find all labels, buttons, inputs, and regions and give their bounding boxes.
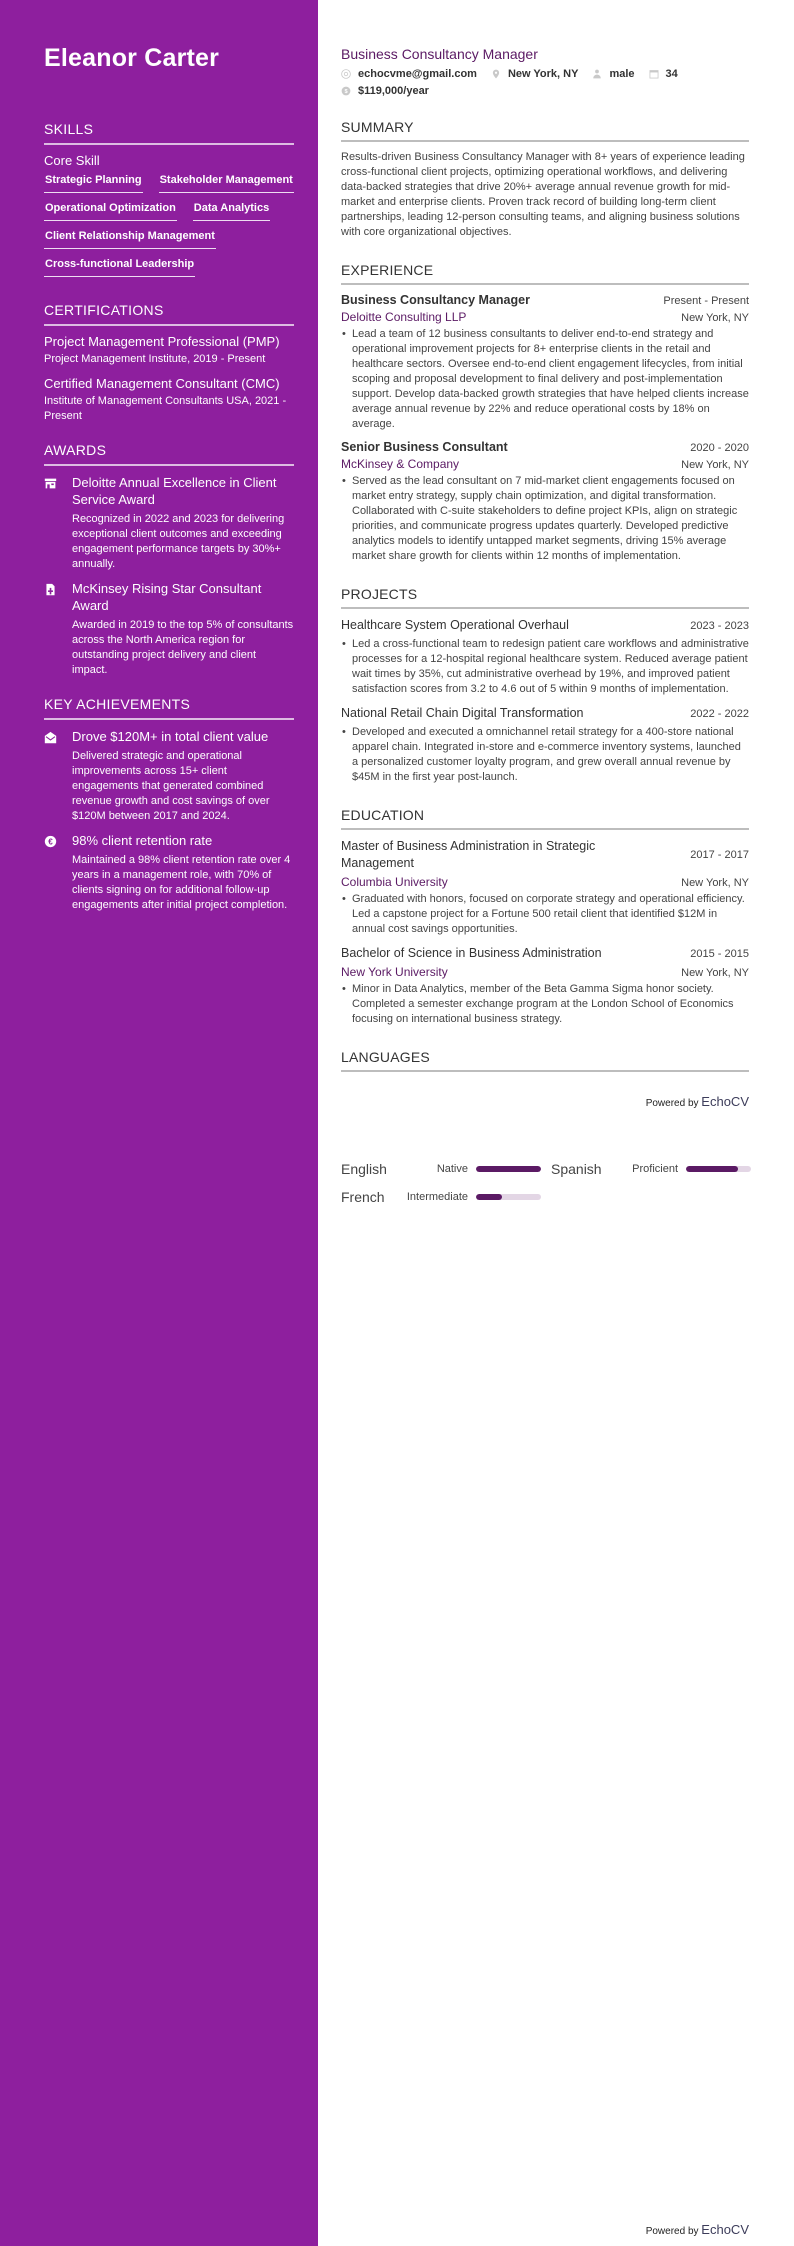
project-bullet: • Developed and executed a omnichannel retail strategy for a 400-store national apparel chain. Integrated in-store and e-commerce inventory systems, launched a personalized customer loyalty program, and grew overall annual revenue by $45M in the first year post-launch. [341, 725, 749, 785]
project-item [341, 705, 749, 785]
achievement-title: 98% client retention rate [72, 833, 213, 848]
projects-section [341, 586, 749, 785]
award-description: Recognized in 2022 and 2023 for delivering exceptional client outcomes and exceeding engagement performance targets by 30%+ annually. [72, 513, 285, 570]
experience-location: New York, NY [681, 459, 749, 471]
skills-heading: SKILLS [44, 121, 294, 145]
contact-gender: male [592, 68, 634, 80]
language-name: English [341, 1161, 387, 1177]
summary-text: Results-driven Business Consultancy Manager with 8+ years of experience leading cross-functional client projects, optimizing operational workflows, and delivering data-backed strategies that drive 20%+ average annual revenue growth for mid-market and enterprise clients. Proven track record of building long-term client partnerships, leading 12-person consulting teams, and aligning business solutions with core organizational objectives. [341, 151, 745, 238]
languages-list [341, 1161, 749, 1205]
language-proficiency-bar [476, 1166, 541, 1172]
certification-issuer: Project Management Institute, 2019 - Present [44, 353, 266, 365]
language-proficiency-bar [686, 1166, 751, 1172]
experience-date: Present - Present [663, 295, 749, 307]
certifications-section [44, 302, 294, 424]
project-item [341, 617, 749, 697]
awards-section [44, 442, 294, 678]
education-degree: Master of Business Administration in Strategic Management [341, 839, 596, 870]
education-heading: EDUCATION [341, 807, 749, 830]
education-item [341, 838, 749, 937]
experience-section [341, 262, 749, 564]
experience-title: Senior Business Consultant [341, 440, 508, 454]
summary-heading: SUMMARY [341, 119, 749, 142]
education-school: Columbia University [341, 875, 448, 889]
achievement-item [44, 832, 294, 913]
language-level: Native [436, 1163, 468, 1175]
echocv-brand: EchoCV [701, 2222, 749, 2237]
euro-coin-icon [44, 832, 72, 913]
project-title: National Retail Chain Digital Transformation [341, 706, 584, 720]
certifications-heading: CERTIFICATIONS [44, 302, 294, 326]
experience-item [341, 440, 749, 564]
award-description: Awarded in 2019 to the top 5% of consultants across the North America region for outstanding project delivery and client impact. [72, 619, 294, 676]
certification-issuer: Institute of Management Consultants USA, 2021 - Present [44, 395, 287, 422]
person-icon [592, 69, 602, 79]
core-skill-label: Core Skill [44, 153, 100, 168]
language-name: Spanish [551, 1161, 602, 1177]
experience-heading: EXPERIENCE [341, 262, 749, 285]
experience-date: 2020 - 2020 [690, 442, 749, 454]
achievement-title: Drove $120M+ in total client value [72, 729, 269, 744]
education-section [341, 807, 749, 1027]
svg-text:$: $ [344, 89, 348, 96]
experience-title: Business Consultancy Manager [341, 293, 530, 307]
document-icon [44, 580, 72, 678]
project-title: Healthcare System Operational Overhaul [341, 618, 569, 632]
contact-info [341, 68, 749, 97]
project-date: 2023 - 2023 [690, 620, 749, 632]
contact-age: 34 [649, 68, 678, 80]
calendar-icon [649, 69, 659, 79]
certification-item [44, 334, 294, 367]
languages-section [341, 1049, 749, 1205]
job-title: Business Consultancy Manager [341, 46, 538, 62]
education-location: New York, NY [681, 967, 749, 979]
education-bullet: • Graduated with honors, focused on corporate strategy and operational efficiency. Led a capstone project for a Fortune 500 retail client that identified $12M in annual cost savings opportunities. [341, 892, 749, 937]
skill-chip: Client Relationship Management [44, 228, 216, 249]
certification-title: Certified Management Consultant (CMC) [44, 376, 280, 391]
language-item [341, 1161, 541, 1177]
envelope-open-icon [44, 728, 72, 824]
powered-by-page-2: Powered by EchoCV [645, 2222, 749, 2237]
main-content [341, 46, 749, 1205]
language-level: Intermediate [406, 1191, 468, 1203]
achievement-item [44, 728, 294, 824]
language-level: Proficient [632, 1163, 678, 1175]
achievement-description: Delivered strategic and operational improvements across 15+ client engagements that generated combined revenue growth and cost savings of over $120M between 2017 and 2024. [72, 750, 270, 822]
certification-title: Project Management Professional (PMP) [44, 334, 280, 349]
experience-company: McKinsey & Company [341, 457, 460, 471]
skills-list [44, 172, 294, 284]
skill-chip: Stakeholder Management [159, 172, 294, 193]
skill-chip: Operational Optimization [44, 200, 177, 221]
location-pin-icon [491, 69, 501, 79]
candidate-name: Eleanor Carter [44, 44, 220, 72]
sidebar [0, 0, 318, 2246]
languages-heading: LANGUAGES [341, 1049, 749, 1072]
education-date: 2017 - 2017 [690, 849, 749, 861]
experience-location: New York, NY [681, 312, 749, 324]
award-item [44, 580, 294, 678]
certification-item [44, 376, 294, 424]
award-item [44, 474, 294, 572]
achievements-section [44, 696, 294, 913]
language-item [341, 1189, 541, 1205]
experience-company: Deloitte Consulting LLP [341, 310, 467, 324]
education-date: 2015 - 2015 [690, 948, 749, 960]
language-name: French [341, 1189, 385, 1205]
skill-chip: Data Analytics [193, 200, 270, 221]
achievement-description: Maintained a 98% client retention rate over 4 years in a management role, with 70% of clients signing on for additional follow-up engagements after initial project completion. [72, 854, 291, 911]
awards-heading: AWARDS [44, 442, 294, 466]
at-icon [341, 69, 351, 79]
award-title: McKinsey Rising Star Consultant Award [72, 581, 262, 613]
language-proficiency-bar [476, 1194, 541, 1200]
achievements-heading: KEY ACHIEVEMENTS [44, 696, 294, 720]
summary-section [341, 119, 749, 240]
echocv-brand: EchoCV [701, 1094, 749, 1109]
projects-heading: PROJECTS [341, 586, 749, 609]
project-bullet: • Led a cross-functional team to redesign patient care workflows and administrative processes for a 12-hospital regional healthcare system. Reduced average patient wait times by 35%, cut administrative overhead by 19%, and improved patient satisfaction scores from 3.2 to 4.6 out of 5 within 9 months of implementation. [341, 637, 749, 697]
experience-item [341, 293, 749, 432]
skills-section [44, 121, 294, 284]
language-item [551, 1161, 751, 1177]
skill-chip: Cross-functional Leadership [44, 256, 195, 277]
svg-text:€: € [48, 837, 53, 847]
money-icon [341, 86, 351, 96]
award-title: Deloitte Annual Excellence in Client Service Award [72, 475, 277, 507]
store-icon [44, 474, 72, 572]
contact-email: echocvme@gmail.com [341, 68, 477, 80]
education-item [341, 945, 749, 1027]
powered-by-page-1: Powered by EchoCV [645, 1094, 749, 1109]
education-degree: Bachelor of Science in Business Administration [341, 946, 602, 960]
education-bullet: • Minor in Data Analytics, member of the Beta Gamma Sigma honor society. Completed a semester exchange program at the London School of Economics focusing on international business strategy. [341, 982, 749, 1027]
experience-bullet: • Served as the lead consultant on 7 mid-market client engagements focused on market entry strategy, supply chain optimization, and digital transformation. Collaborated with C-suite stakeholders to define project KPIs, align on strategic priorities, and communicate progress updates quarterly. Developed predictive analytics models to identify untapped market segments, driving 15% average market share growth for clients within 12 months of implementation. [341, 474, 749, 564]
skill-chip: Strategic Planning [44, 172, 143, 193]
contact-salary: $ $119,000/year [341, 85, 429, 97]
education-school: New York University [341, 965, 448, 979]
experience-bullet: • Lead a team of 12 business consultants to deliver end-to-end strategy and operational improvement projects for 8+ enterprise clients in the retail and healthcare sectors. Oversee end-to-end client engagement lifecycles, from initial scoping and proposal development to final delivery and post-implementation support. Develop data-backed growth strategies that have helped clients increase average annual revenue by 22% and reduce operational costs by 18% on average. [341, 327, 749, 432]
project-date: 2022 - 2022 [690, 708, 749, 720]
education-location: New York, NY [681, 877, 749, 889]
contact-location: New York, NY [491, 68, 579, 80]
